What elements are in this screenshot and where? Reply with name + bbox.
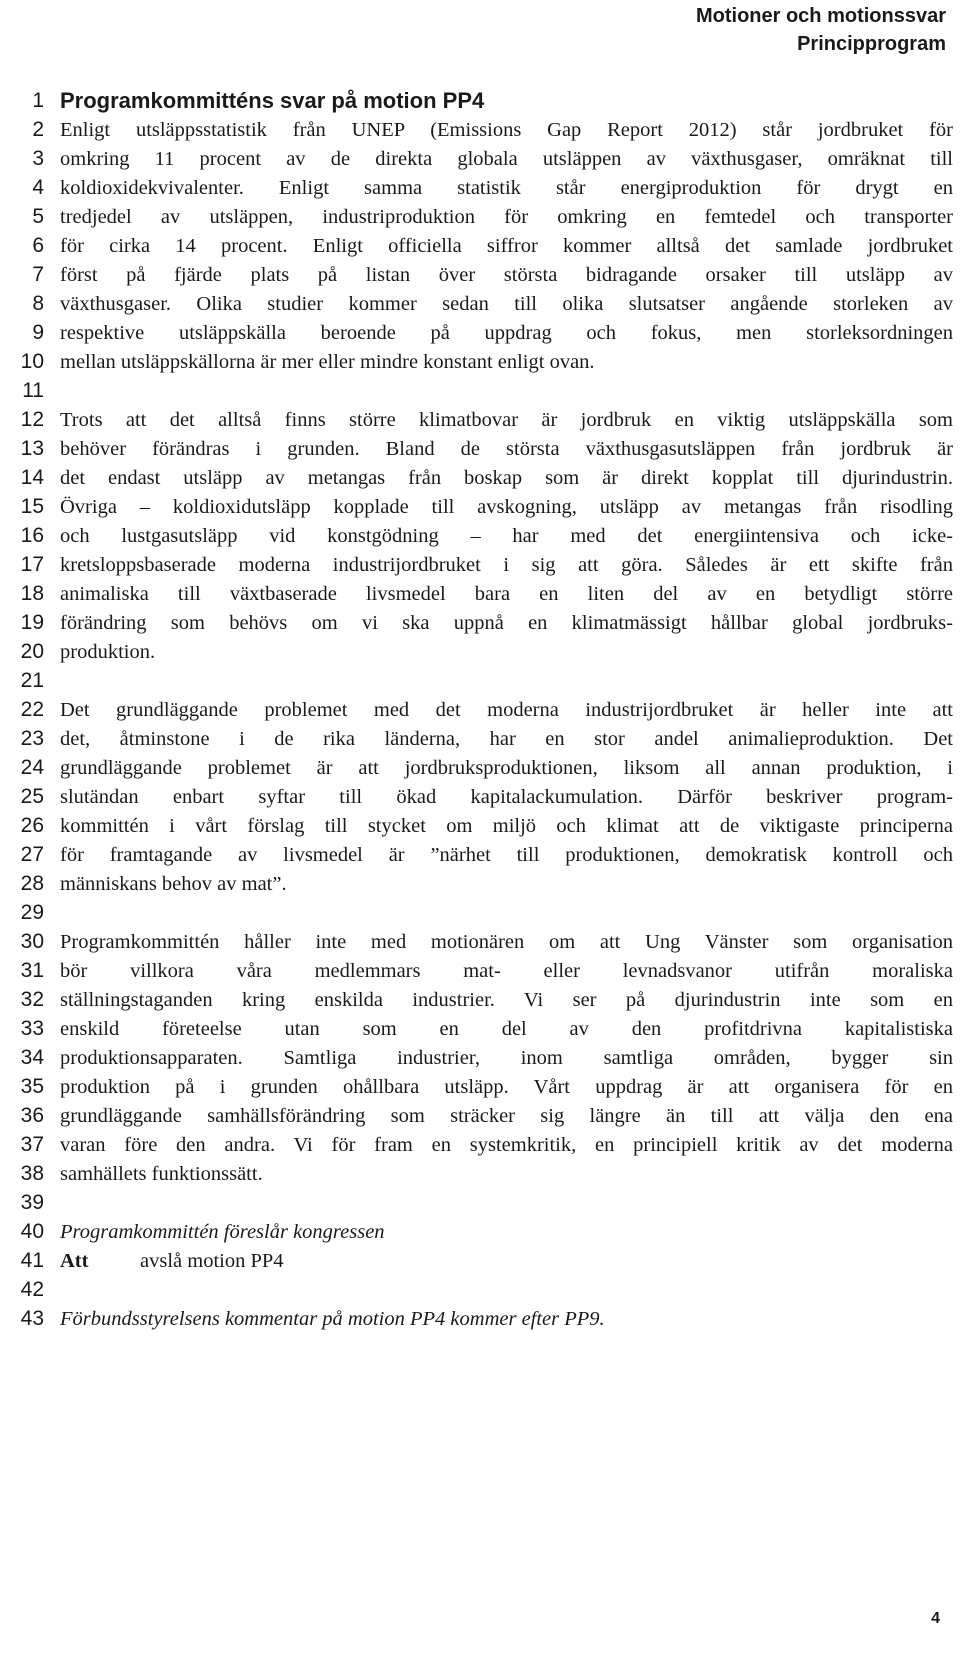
line-text: Programkommittén håller inte med motionären om att Ung Vänster som organisation bbox=[60, 931, 953, 953]
line-text: behöver förändras i grunden. Bland de största växthusgasutsläppen från jordbruk är bbox=[60, 438, 953, 460]
line-number: 3 bbox=[32, 147, 44, 170]
line-number: 39 bbox=[20, 1191, 44, 1214]
line-number: 17 bbox=[20, 553, 44, 576]
line-text: produktion. bbox=[60, 641, 156, 663]
section-heading: Programkommitténs svar på motion PP4 bbox=[60, 88, 485, 113]
line-number: 41 bbox=[20, 1249, 44, 1272]
line-text: för cirka 14 procent. Enligt officiella siffror kommer alltså det samlade jordbruket bbox=[60, 235, 953, 257]
line-number: 31 bbox=[20, 959, 44, 982]
line-number: 12 bbox=[20, 408, 44, 431]
line-number: 25 bbox=[20, 785, 44, 808]
line-text: koldioxidekvivalenter. Enligt samma statistik står energiproduktion för drygt en bbox=[60, 177, 953, 199]
line-number: 2 bbox=[32, 118, 44, 141]
line-text: Det grundläggande problemet med det moderna industrijordbruket är heller inte att bbox=[60, 699, 953, 721]
line-number: 26 bbox=[20, 814, 44, 837]
line-text: omkring 11 procent av de direkta globala utsläppen av växthusgaser, omräknat till bbox=[60, 148, 953, 170]
line-text: människans behov av mat”. bbox=[60, 873, 287, 895]
line-text: varan före den andra. Vi för fram en systemkritik, en principiell kritik av det moderna bbox=[60, 1134, 953, 1156]
line-number: 35 bbox=[20, 1075, 44, 1098]
line-text: för framtagande av livsmedel är ”närhet till produktionen, demokratisk kontroll och bbox=[60, 844, 953, 866]
line-text: Förbundsstyrelsens kommentar på motion PP4 kommer efter PP9. bbox=[60, 1308, 605, 1330]
line-number: 11 bbox=[22, 379, 44, 402]
line-text: Övriga – koldioxidutsläpp kopplade till avskogning, utsläpp av metangas från risodling bbox=[60, 496, 953, 518]
line-number: 32 bbox=[20, 988, 44, 1011]
line-number: 30 bbox=[20, 930, 44, 953]
line-text: ställningstaganden kring enskilda industrier. Vi ser på djurindustrin inte som en bbox=[60, 989, 953, 1011]
line-text: produktion på i grunden ohållbara utsläpp. Vårt uppdrag är att organisera för en bbox=[60, 1076, 953, 1098]
line-text: animaliska till växtbaserade livsmedel bara en liten del av en betydligt större bbox=[60, 583, 953, 605]
line-text: bör villkora våra medlemmars mat- eller levnadsvanor utifrån moraliska bbox=[60, 960, 953, 982]
line-text: förändring som behövs om vi ska uppnå en klimatmässigt hållbar global jordbruks- bbox=[60, 612, 953, 634]
line-text: mellan utsläppskällorna är mer eller mindre konstant enligt ovan. bbox=[60, 351, 595, 373]
line-text: Enligt utsläppsstatistik från UNEP (Emissions Gap Report 2012) står jordbruket för bbox=[60, 119, 953, 141]
att-text: avslå motion PP4 bbox=[140, 1250, 284, 1272]
line-number: 9 bbox=[32, 321, 44, 344]
line-number: 5 bbox=[32, 205, 44, 228]
line-number: 7 bbox=[32, 263, 44, 286]
line-text: kretsloppsbaserade moderna industrijordbruket i sig att göra. Således är ett skifte från bbox=[60, 554, 953, 576]
line-number: 28 bbox=[20, 872, 44, 895]
line-text: det, åtminstone i de rika länderna, har en stor andel animalieproduktion. Det bbox=[60, 728, 953, 750]
line-text: kommittén i vårt förslag till stycket om miljö och klimat att de viktigaste principerna bbox=[60, 815, 953, 837]
line-number: 38 bbox=[20, 1162, 44, 1185]
line-number: 40 bbox=[20, 1220, 44, 1243]
line-text: enskild företeelse utan som en del av den profitdrivna kapitalistiska bbox=[60, 1018, 953, 1040]
line-number: 29 bbox=[20, 901, 44, 924]
line-number: 19 bbox=[20, 611, 44, 634]
line-number: 23 bbox=[20, 727, 44, 750]
line-number: 13 bbox=[20, 437, 44, 460]
page-number: 4 bbox=[931, 1610, 940, 1627]
line-number: 16 bbox=[20, 524, 44, 547]
line-text: först på fjärde plats på listan över största bidragande orsaker till utsläpp av bbox=[60, 264, 953, 286]
line-number: 43 bbox=[20, 1307, 44, 1330]
line-text: tredjedel av utsläppen, industriproduktion för omkring en femtedel och transporter bbox=[60, 206, 953, 228]
line-number: 27 bbox=[20, 843, 44, 866]
line-number: 15 bbox=[20, 495, 44, 518]
line-number: 10 bbox=[20, 350, 44, 373]
line-text: växthusgaser. Olika studier kommer sedan till olika slutsatser angående storleken av bbox=[60, 293, 953, 315]
line-text: grundläggande samhällsförändring som sträcker sig längre än till att välja den ena bbox=[60, 1105, 953, 1127]
header-subsection-title: Principprogram bbox=[797, 33, 946, 55]
line-number: 14 bbox=[20, 466, 44, 489]
line-text: grundläggande problemet är att jordbruksproduktionen, liksom all annan produktion, i bbox=[60, 757, 953, 779]
line-number: 33 bbox=[20, 1017, 44, 1040]
line-number: 8 bbox=[32, 292, 44, 315]
line-text: och lustgasutsläpp vid konstgödning – har med det energiintensiva och icke- bbox=[60, 525, 953, 547]
line-text: samhällets funktionssätt. bbox=[60, 1163, 263, 1185]
line-number: 18 bbox=[20, 582, 44, 605]
line-number: 1 bbox=[32, 89, 44, 112]
line-text: det endast utsläpp av metangas från boskap som är direkt kopplat till djurindustrin. bbox=[60, 467, 953, 489]
line-text: respektive utsläppskälla beroende på uppdrag och fokus, men storleksordningen bbox=[60, 322, 953, 344]
line-text: produktionsapparaten. Samtliga industrier, inom samtliga områden, bygger sin bbox=[60, 1047, 953, 1069]
att-keyword: Att bbox=[60, 1250, 89, 1272]
line-text: Programkommittén föreslår kongressen bbox=[60, 1221, 385, 1243]
line-number: 20 bbox=[20, 640, 44, 663]
line-number: 34 bbox=[20, 1046, 44, 1069]
line-text: Trots att det alltså finns större klimatbovar är jordbruk en viktig utsläppskälla som bbox=[60, 409, 953, 431]
line-number: 36 bbox=[20, 1104, 44, 1127]
line-number: 6 bbox=[32, 234, 44, 257]
line-number: 21 bbox=[20, 669, 44, 692]
line-number: 4 bbox=[32, 176, 44, 199]
line-number: 24 bbox=[20, 756, 44, 779]
proposal-att-line bbox=[60, 1246, 953, 1276]
running-header bbox=[696, 2, 946, 58]
line-text: slutändan enbart syftar till ökad kapitalackumulation. Därför beskriver program- bbox=[60, 786, 953, 808]
line-number: 22 bbox=[20, 698, 44, 721]
header-section-title: Motioner och motionssvar bbox=[695, 5, 946, 27]
line-number: 37 bbox=[20, 1133, 44, 1156]
line-number: 42 bbox=[20, 1278, 44, 1301]
